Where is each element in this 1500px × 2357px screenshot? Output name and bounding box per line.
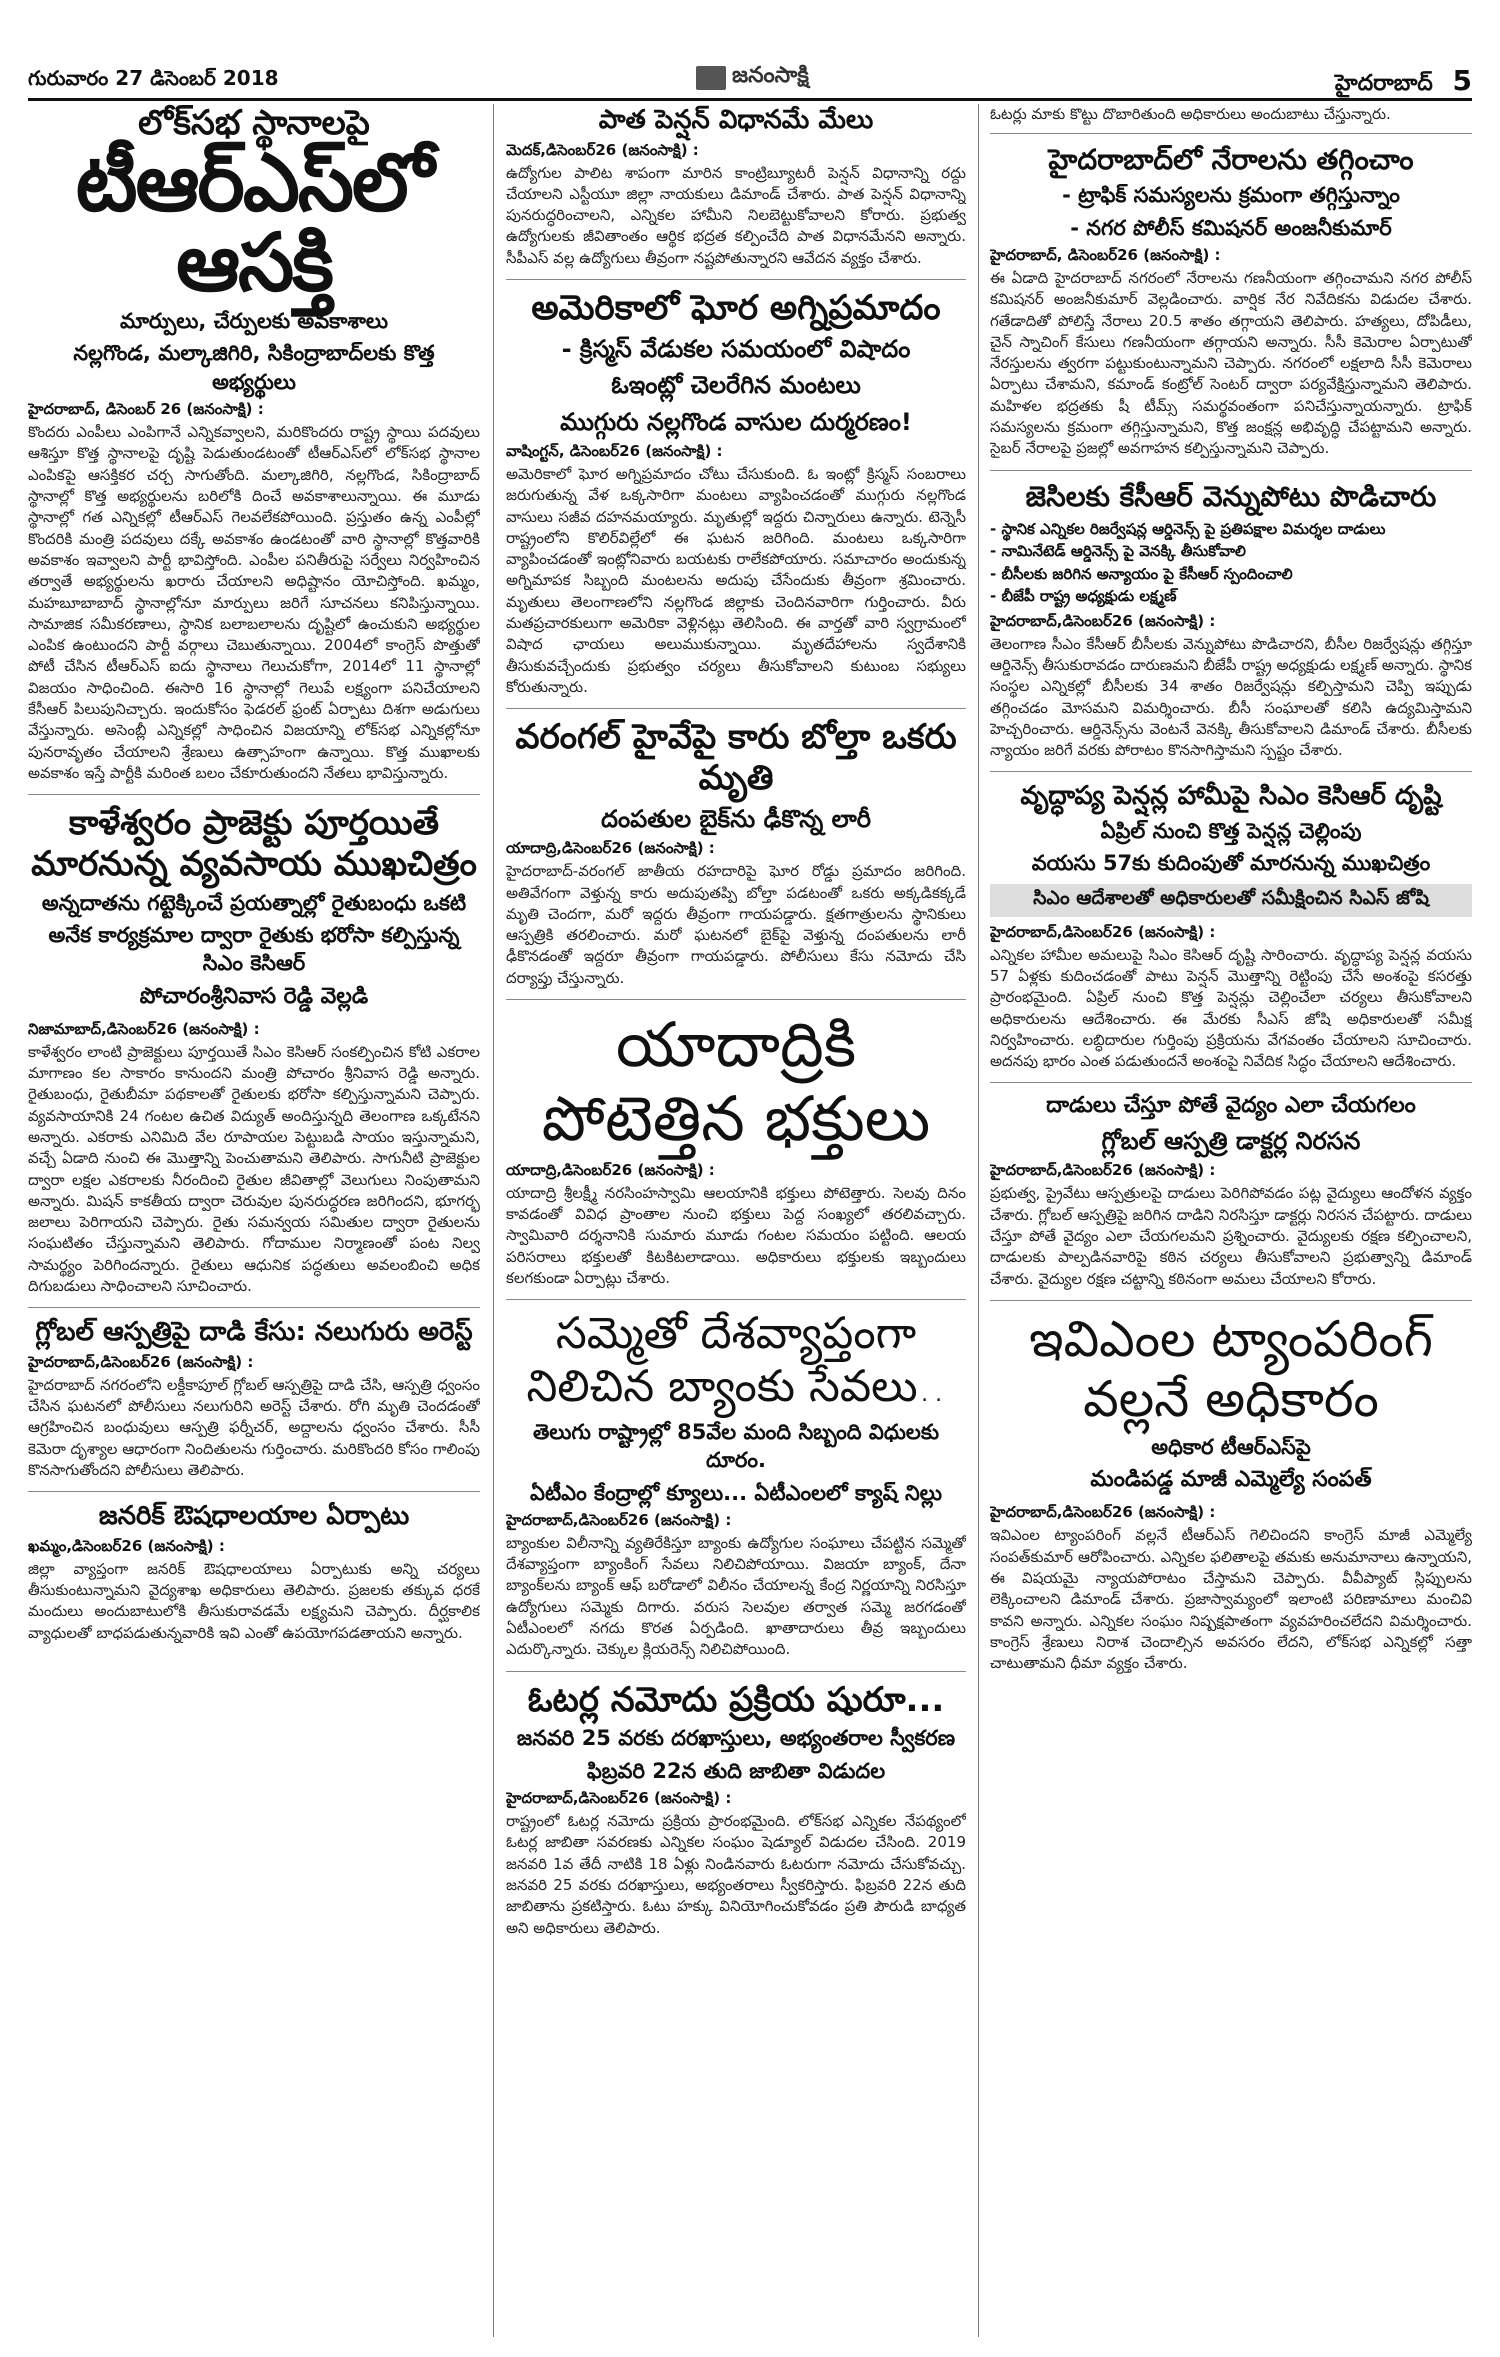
article-subheading: - క్రిస్మస్ వేడుకల సమయంలో విషాదం xyxy=(561,334,911,363)
article-subheading: ఏప్రిల్ నుంచి కొత్త పెన్షన్ల చెల్లింపు xyxy=(1100,818,1362,843)
article-kaleshwaram xyxy=(28,803,480,1297)
column-divider xyxy=(493,104,494,2337)
article-dateline: హైదరాబాద్,డిసెంబర్26 (జనంసాక్షి) : xyxy=(506,1510,732,1529)
article-divider xyxy=(990,1300,1472,1301)
highlight-item: - బీసీలకు జరిగిన అన్యాయం పై కేసీఆర్ స్పందించాలి xyxy=(990,564,1293,583)
article-dateline: హైదరాబాద్,డిసెంబర్26 (జనంసాక్షి) : xyxy=(990,1503,1216,1522)
article-boxed-subheading: సిఎం ఆదేశాలతో అధికారులతో సమీక్షించిన సిఎస్ జోషి xyxy=(990,884,1472,917)
article-headline: సమ్మెతో దేశవ్యాప్తంగా నిలిచిన బ్యాంకు సేవలు.. xyxy=(526,1308,946,1413)
highlight-item: - స్థానిక ఎన్నికల రిజర్వేషన్ల ఆర్డినెన్స్ పై ప్రతిపక్షాల విమర్శల దాడులు xyxy=(990,519,1386,538)
article-divider xyxy=(28,1491,480,1492)
article-subheading: అన్నదాతను గట్టెక్కించే ప్రయత్నాల్లో రైతుబంధు ఒకటి xyxy=(41,890,467,915)
article-body: ఇవిఎంల ట్యాంపరింగ్ వల్లనే టీఆర్‌ఎస్ గెలిచిందని కాంగ్రెస్ మాజీ ఎమ్మెల్యే సంపత్‌కుమార్ ఆరోపించారు. ఎన్నికల ఫలితాలపై తమకు అనుమానాలు ఉన్నాయని, ఈ విషయమై న్యాయపోరాటం చేస్తామని చెప్పారు. వీవీప్యాట్ స్లిప్పులను లెక్కించాలని డిమాండ్ చేశారు. ప్రజాస్వామ్యంలో ఇలాంటి పరిణామాలు మంచివి కావని అన్నారు. ఎన్నికల సంఘం నిష్పక్షపాతంగా వ్యవహరించలేదని విమర్శించారు. కాంగ్రెస్ శ్రేణులు నిరాశ చెందాల్సిన అవసరం లేదని, లోక్‌సభ ఎన్నికల్లో సత్తా చాటుతామని ధీమా వ్యక్తం చేశారు. xyxy=(990,1526,1472,1673)
article-old-age-pension xyxy=(990,780,1472,1072)
article-divider xyxy=(28,794,480,795)
article-old-pension xyxy=(506,104,966,269)
article-headline: కాళేశ్వరం ప్రాజెక్టు పూర్తయితే మారనున్న వ్యవసాయ ముఖచిత్రం xyxy=(31,803,477,884)
article-headline: జనరిక్ ఔషధాలయాల ఏర్పాటు xyxy=(98,1501,410,1532)
article-body: అమెరికాలో ఘోర అగ్నిప్రమాదం చోటు చేసుకుంది. ఓ ఇంట్లో క్రిస్మస్ సంబరాలు జరుగుతున్న వేళ ఒక్కసారిగా మంటలు వ్యాపించడంతో ముగ్గురు నల్లగొండ వాసులు సజీవ దహనమయ్యారు. మృతుల్లో ఇద్దరు చిన్నారులు ఉన్నారు. టెన్నెసీ రాష్ట్రంలోని కొలిర్‌విల్లేలో ఈ ఘటన జరిగింది. మంటలు ఒక్కసారిగా వ్యాపించడంతో ఇంట్లోనివారు బయటకు రాలేకపోయారు. సమాచారం అందుకున్న అగ్నిమాపక సిబ్బంది మంటలను అదుపు చేసేందుకు తీవ్రంగా శ్రమించారు. మృతులు తెలంగాణలోని నల్లగొండ జిల్లాకు చెందినవారిగా గుర్తించారు. వీరు మతప్రచారకులుగా అమెరికా వెళ్లినట్లు తెలిసింది. ఈ వార్తతో వారి స్వగ్రామంలో విషాద ఛాయలు అలుముకున్నాయి. మృతదేహాలను స్వదేశానికి తీసుకువచ్చేందుకు ప్రభుత్వం చర్యలు తీసుకోవాలని కుటుంబ సభ్యులు కోరుతున్నారు. xyxy=(506,464,966,696)
article-subheading: ముగ్గురు నల్లగొండ వాసుల దుర్మరణం! xyxy=(560,407,912,436)
article-headline: ఓటర్ల నమోదు ప్రక్రియ షురూ... xyxy=(527,1679,945,1720)
page-number: 5 xyxy=(1452,64,1472,97)
article-continuation: ఓటర్లు మాకు కొట్టు దొబారితుంది అధికారులు అందుబాటు చేస్తున్నారు. xyxy=(990,105,1391,123)
article-hyderabad-crime xyxy=(990,142,1472,459)
article-body: ఈ ఏడాది హైదరాబాద్ నగరంలో నేరాలను గణనీయంగా తగ్గించామని నగర పోలీస్ కమిషనర్ అంజనీకుమార్ వెల్లడించారు. వార్షిక నేర నివేదికను విడుదల చేశారు. గతేడాదితో పోలిస్తే నేరాలు 20.5 శాతం తగ్గాయని తెలిపారు. హత్యలు, దోపిడీలు, చైన్ స్నాచింగ్ కేసులు గణనీయంగా తగ్గాయని అన్నారు. సీసీ కెమెరాల ఏర్పాటుతో నేరస్తులను త్వరగా పట్టుకుంటున్నామని చెప్పారు. నగరంలో లక్షలాది సీసీ కెమెరాలు ఏర్పాటు చేశామని, కమాండ్ కంట్రోల్ సెంటర్ ద్వారా పర్యవేక్షిస్తున్నామని తెలిపారు. మహిళల భద్రతకు షీ టీమ్స్ సమర్థవంతంగా పనిచేస్తున్నాయన్నారు. ట్రాఫిక్ సమస్యలను క్రమంగా తగ్గిస్తున్నామని, కొత్త జంక్షన్ల అభివృద్ధి చేపట్టామని అన్నారు. సైబర్ నేరాలపై ప్రజల్లో అవగాహన కల్పిస్తున్నామని చెప్పారు. xyxy=(990,268,1472,458)
article-generic-pharmacies xyxy=(28,1500,480,1644)
article-subheading: మార్పులు, చేర్పులకు అవకాశాలు xyxy=(119,309,389,334)
column-right xyxy=(990,104,1472,2337)
article-body: కాళేశ్వరం లాంటి ప్రాజెక్టులు పూర్తయితే సిఎం కెసిఆర్ సంకల్పించిన కోటి ఎకరాల మాగాణం కల సాకారం కానుందని మంత్రి పోచారం శ్రీనివాస రెడ్డి అన్నారు. రైతుబంధు, రైతుబీమా పథకాలతో రైతులకు భరోసా కల్పిస్తున్నామని చెప్పారు. వ్యవసాయానికి 24 గంటల ఉచిత విద్యుత్ అందిస్తున్నది తెలంగాణ ఒక్కటేనని అన్నారు. ఎకరాకు ఎనిమిది వేల రూపాయల పెట్టుబడి సాయం ఇస్తున్నామని, వచ్చే ఏడాది నుంచి ఈ మొత్తాన్ని పెంచుతామని తెలిపారు. సాగునీటి ప్రాజెక్టుల ద్వారా లక్షల ఎకరాలకు నీరందించి రైతుల జీవితాల్లో వెలుగులు నింపుతామని అన్నారు. మిషన్ కాకతీయ ద్వారా చెరువుల పునరుద్ధరణ జరిగిందని, భూగర్భ జలాలు పెరిగాయని చెప్పారు. రైతు సమన్వయ సమితుల ద్వారా రైతులను సంఘటితం చేస్తున్నామని తెలిపారు. గోదాముల నిర్మాణంతో పంట నిల్వ సామర్థ్యం పెరిగిందన్నారు. రైతులు ఆధునిక పద్ధతులు అవలంబించి అధిక దిగుబడులు సాధించాలని సూచించారు. xyxy=(28,1042,480,1296)
article-headline: జెసిలకు కేసీఆర్ వెన్నుపోటు పొడిచారు xyxy=(1025,479,1437,513)
article-subheading: - నగర పోలీస్ కమిషనర్ అంజనీకుమార్ xyxy=(1070,215,1392,240)
article-body: రాష్ట్రంలో ఓటర్ల నమోదు ప్రక్రియ ప్రారంభమైంది. లోక్‌సభ ఎన్నికల నేపథ్యంలో ఓటర్ల జాబితా సవరణకు ఎన్నికల సంఘం షెడ్యూల్ విడుదల చేసింది. 2019 జనవరి 1వ తేదీ నాటికి 18 ఏళ్లు నిండినవారు ఓటరుగా నమోదు చేసుకోవచ్చు. జనవరి 25 వరకు దరఖాస్తులు, అభ్యంతరాలు స్వీకరిస్తారు. ఫిబ్రవరి 22న తుది జాబితాను ప్రకటిస్తారు. ఓటు హక్కు వినియోగించుకోవడం ప్రతి పౌరుడి బాధ్యత అని అధికారులు తెలిపారు. xyxy=(506,1812,966,1937)
logo-text: జనంసాక్షి xyxy=(732,63,809,88)
article-divider xyxy=(990,470,1472,471)
article-subheading: ఫిబ్రవరి 22న తుది జాబితా విడుదల xyxy=(586,1758,886,1783)
page-header xyxy=(28,60,1472,100)
article-highlights xyxy=(990,518,1472,608)
article-headline: వరంగల్ హైవేపై కారు బోల్తా ఒకరు మృతి xyxy=(515,717,957,799)
highlight-item: - బీజేపీ రాష్ట్ర అధ్యక్షుడు లక్ష్మణ్ xyxy=(990,587,1177,606)
article-headline: వృద్ధాప్య పెన్షన్ల హామీపై సిఎం కెసిఆర్ దృష్టి xyxy=(1020,781,1442,812)
logo-icon xyxy=(696,66,726,90)
article-subheading: అధికార టీఆర్‌ఎస్‌పై xyxy=(1151,1434,1311,1459)
column-middle xyxy=(506,104,966,2337)
article-doctors-protest xyxy=(990,1091,1472,1290)
article-dateline: హైదరాబాద్,డిసెంబర్26 (జనంసాక్షి) : xyxy=(990,611,1216,630)
article-subheading: గ్లోబల్ ఆస్పత్రి డాక్టర్ల నిరసన xyxy=(1101,1127,1361,1156)
article-global-hospital-arrest xyxy=(28,1316,480,1481)
article-divider xyxy=(506,708,966,709)
article-dateline: నిజామాబాద్,డిసెంబర్26 (జనంసాక్షి) : xyxy=(28,1019,260,1038)
column-divider xyxy=(978,104,979,2337)
article-body: హైదరాబాద్-వరంగల్ జాతీయ రహదారిపై ఘోర రోడ్డు ప్రమాదం జరిగింది. అతివేగంగా వెళ్తున్న కారు అదుపుతప్పి బోల్తా పడటంతో ఒకరు అక్కడికక్కడే మృతి చెందగా, మరో ఇద్దరు తీవ్రంగా గాయపడ్డారు. క్షతగాత్రులను స్థానికులు ఆస్పత్రికి తరలించారు. మరో ఘటనలో బైక్‌పై వెళ్తున్న దంపతులను లారీ ఢీకొనడంతో ఇద్దరూ తీవ్రంగా గాయపడ్డారు. పోలీసులు కేసు నమోదు చేసి దర్యాప్తు చేస్తున్నారు. xyxy=(506,862,966,987)
article-body: యాదాద్రి శ్రీలక్ష్మీ నరసింహస్వామి ఆలయానికి భక్తులు పోటెత్తారు. సెలవు దినం కావడంతో వివిధ ప్రాంతాల నుంచి భక్తులు పెద్ద సంఖ్యలో తరలివచ్చారు. స్వామివారి దర్శనానికి సుమారు మూడు గంటల సమయం పట్టింది. ఆలయ పరిసరాలు భక్తులతో కిటకిటలాడాయి. అధికారులు భక్తులకు ఇబ్బందులు కలగకుండా ఏర్పాట్లు చేశారు. xyxy=(506,1183,966,1287)
article-trs-loksabha xyxy=(28,104,480,784)
masthead-logo xyxy=(696,60,809,96)
article-body: బ్యాంకుల విలీనాన్ని వ్యతిరేకిస్తూ బ్యాంకు ఉద్యోగుల సంఘాలు చేపట్టిన సమ్మెతో దేశవ్యాప్తంగా బ్యాంకింగ్ సేవలు నిలిచిపోయాయి. విజయా బ్యాంక్, దేనా బ్యాంక్‌లను బ్యాంక్ ఆఫ్ బరోడాలో విలీనం చేయాలన్న కేంద్ర నిర్ణయాన్ని నిరసిస్తూ ఉద్యోగులు సమ్మెకు దిగారు. వరుస సెలవుల తర్వాత సమ్మె జరగడంతో ఏటీఎంలలో నగదు కొరత ఏర్పడింది. ఖాతాదారులు తీవ్ర ఇబ్బందులు ఎదుర్కొన్నారు. చెక్కుల క్లియరెన్స్ నిలిచిపోయింది. xyxy=(506,1533,966,1659)
article-byline: మండిపడ్డ మాజీ ఎమ్మెల్యే సంపత్ xyxy=(1090,1467,1372,1493)
article-dateline: హైదరాబాద్, డిసెంబర్ 26 (జనంసాక్షి) : xyxy=(28,400,264,419)
article-subheading: ఓఇంట్లో చెలరేగిన మంటలు xyxy=(611,371,861,400)
article-body: ఎన్నికల హామీల అమలుపై సిఎం కెసిఆర్ దృష్టి సారించారు. వృద్ధాప్య పెన్షన్ల వయసు 57 ఏళ్లకు కుదించడంతో పాటు పెన్షన్ మొత్తాన్ని రెట్టింపు చేసే అంశంపై కసరత్తు ప్రారంభమైంది. ఏప్రిల్ నుంచి కొత్త పెన్షన్లు చెల్లించేలా చర్యలు తీసుకోవాలని అధికారులను ఆదేశించారు. ఈ మేరకు సీఎస్ జోషి అధికారులతో సమీక్ష నిర్వహించారు. లబ్ధిదారుల గుర్తింపు ప్రక్రియను వేగవంతం చేయాలని సూచించారు. అదనపు భారం ఎంత పడుతుందనే అంశంపై నివేదిక సిద్ధం చేయాలని ఆదేశించారు. xyxy=(990,945,1472,1071)
article-body: ప్రభుత్వ, ప్రైవేటు ఆస్పత్రులపై దాడులు పెరిగిపోవడం పట్ల వైద్యులు ఆందోళన వ్యక్తం చేశారు. గ్లోబల్ ఆస్పత్రిపై జరిగిన దాడిని నిరసిస్తూ డాక్టర్లు నిరసన చేపట్టారు. దాడులు చేస్తూ పోతే వైద్యం ఎలా చేయగలమని ప్రశ్నించారు. వైద్యులకు రక్షణ కల్పించాలని, దాడులకు పాల్పడినవారిపై కఠిన చర్యలు తీసుకోవాలని ప్రభుత్వాన్ని డిమాండ్ చేశారు. వైద్యుల రక్షణ చట్టాన్ని కఠినంగా అమలు చేయాలని కోరారు. xyxy=(990,1184,1472,1288)
issue-date: గురువారం 27 డిసెంబర్ 2018 xyxy=(28,66,279,90)
article-body: కొందరు ఎంపీలు ఎంపిగానే ఎన్నికవ్వాలని, మరికొందరు రాష్ట్ర స్థాయి పదవులు ఆశిస్తూ కొత్త స్థానాలపై దృష్టి పెడుతుండటంతో టీఆర్‌ఎస్‌లో లోక్‌సభ స్థానాల ఎంపికపై ఆసక్తికర చర్చ సాగుతోంది. మల్కాజిగిరి, నల్లగొండ, సికింద్రాబాద్ స్థానాల్లో కొత్త అభ్యర్థులను బరిలోకి దించే అవకాశాలున్నాయి. ఈ మూడు స్థానాల్లో గత ఎన్నికల్లో టీఆర్‌ఎస్ గెలవలేకపోయింది. ప్రస్తుతం ఉన్న ఎంపీల్లో కొందరికి మంత్రి పదవులు దక్కే అవకాశం ఉండటంతో వారి స్థానాల్లో కొత్తవారికి అవకాశం ఇవ్వాలని పార్టీ భావిస్తోంది. ఎంపీల పనితీరుపై సర్వేలు నిర్వహించిన తర్వాతే అభ్యర్థులను ఖరారు చేయాలని అధిష్టానం యోచిస్తోంది. ఖమ్మం, మహబూబాబాద్ స్థానాల్లోనూ మార్పులు జరిగే సూచనలు కనిపిస్తున్నాయి. సామాజిక సమీకరణాలు, స్థానిక బలాబలాలను దృష్టిలో ఉంచుకుని అభ్యర్థుల ఎంపిక ఉంటుందని పార్టీ వర్గాలు చెబుతున్నాయి. 2004లో కాంగ్రెస్ పొత్తుతో పోటీ చేసిన టీఆర్‌ఎస్ ఐదు స్థానాలు గెలుచుకోగా, 2014లో 11 స్థానాల్లో విజయం సాధించింది. ఈసారి 16 స్థానాల్లో గెలుపే లక్ష్యంగా పనిచేయాలని కేసీఆర్ పిలుపునిచ్చారు. ఇందుకోసం ఫెడరల్ ఫ్రంట్ ఏర్పాటు దిశగా అడుగులు వేస్తున్నారు. అసెంబ్లీ ఎన్నికల్లో సాధించిన విజయాన్ని లోక్‌సభ ఎన్నికల్లోనూ పునరావృతం చేయాలని శ్రేణులు ఉత్సాహంగా ఉన్నాయి. కొత్త ముఖాలకు అవకాశం ఇస్తే పార్టీకి మరింత బలం చేకూరుతుందని నేతలు భావిస్తున్నారు. xyxy=(28,423,480,782)
article-headline: యాదాద్రికి పోటెత్తిన భక్తులు xyxy=(541,1007,931,1156)
article-body: ఉద్యోగుల పాలిట శాపంగా మారిన కాంట్రిబ్యూటరీ పెన్షన్ విధానాన్ని రద్దు చేయాలని ఎస్టీయూ జిల్లా నాయకులు డిమాండ్ చేశారు. పాత పెన్షన్ విధానాన్ని పునరుద్ధరించాలని, ఎన్నికల హామీని నిలబెట్టుకోవాలని కోరారు. ప్రభుత్వ ఉద్యోగులకు జీవితాంతం ఆర్థిక భద్రత కల్పించేది పాత విధానమేనని అన్నారు. సీపీఎస్ వల్ల ఉద్యోగులు తీవ్రంగా నష్టపోతున్నారని ఆవేదన వ్యక్తం చేశారు. xyxy=(506,163,966,267)
article-headline: అమెరికాలో ఘోర అగ్నిప్రమాదం xyxy=(531,287,941,328)
article-divider xyxy=(990,771,1472,772)
edition-city xyxy=(1335,64,1472,101)
article-dateline: హైదరాబాద్, డిసెంబర్26 (జనంసాక్షి) : xyxy=(990,245,1221,264)
article-yadadri-devotees xyxy=(506,1008,966,1289)
article-bc-reservation xyxy=(990,479,1472,762)
article-dateline: హైదరాబాద్,డిసెంబర్26 (జనంసాక్షి) : xyxy=(990,1161,1216,1180)
article-evm-tampering xyxy=(990,1309,1472,1674)
article-subheading: - ట్రాఫిక్ సమస్యలను క్రమంగా తగ్గిస్తున్నాం xyxy=(1062,183,1400,208)
article-dateline: యాదాద్రి,డిసెంబర్26 (జనంసాక్షి) : xyxy=(506,1160,715,1179)
article-voter-registration xyxy=(506,1680,966,1939)
city-name: హైదరాబాద్ xyxy=(1334,71,1433,96)
article-bank-strike xyxy=(506,1308,966,1660)
article-body: జిల్లా వ్యాప్తంగా జనరిక్ ఔషధాలయాలు ఏర్పాటుకు అన్ని చర్యలు తీసుకుంటున్నామని వైద్యశాఖ అధికారులు తెలిపారు. ప్రజలకు తక్కువ ధరకే మందులు అందుబాటులోకి తీసుకురావడమే లక్ష్యమని చెప్పారు. దీర్ఘకాలిక వ్యాధులతో బాధపడుతున్నవారికి ఇవి ఎంతో ఉపయోగపడతాయని అన్నారు. xyxy=(28,1559,480,1642)
article-headline: గ్లోబల్ ఆస్పత్రిపై దాడి కేసు: నలుగురు అరెస్ట్ xyxy=(35,1317,473,1348)
article-divider xyxy=(990,133,1472,134)
article-divider xyxy=(506,1299,966,1300)
article-body: తెలంగాణ సీఎం కేసీఆర్ బీసీలకు వెన్నుపోటు పొడిచారని, బీసీల రిజర్వేషన్లు తగ్గిస్తూ ఆర్డినెన్స్ తీసుకురావడం దారుణమని బీజేపీ రాష్ట్ర అధ్యక్షుడు లక్ష్మణ్ అన్నారు. స్థానిక సంస్థల ఎన్నికల్లో బీసీలకు 34 శాతం రిజర్వేషన్లు కల్పిస్తామని చెప్పి ఇప్పుడు తగ్గించడం మోసమని విమర్శించారు. బీసీ సంఘాలతో కలిసి ఉద్యమిస్తామని హెచ్చరించారు. ఆర్డినెన్స్‌ను వెంటనే వెనక్కి తీసుకోవాలని డిమాండ్ చేశారు. బీసీలకు న్యాయం జరిగే వరకు పోరాటం కొనసాగిస్తామని స్పష్టం చేశారు. xyxy=(990,634,1472,760)
article-headline: హైదరాబాద్‌లో నేరాలను తగ్గించాం xyxy=(1048,143,1414,177)
article-byline: పోచారం‌శ్రీనివాస రెడ్డి వెల్లడి xyxy=(139,983,369,1009)
article-subheading: వయసు 57కు కుదింపుతో మారనున్న ముఖచిత్రం xyxy=(1031,851,1431,876)
article-dateline: హైదరాబాద్,డిసెంబర్26 (జనంసాక్షి) : xyxy=(506,1789,732,1808)
article-dateline: ఖమ్మం,డిసెంబర్26 (జనంసాక్షి) : xyxy=(28,1536,225,1555)
article-kicker: లోక్‌సభ స్థానాలపై xyxy=(138,104,370,143)
article-divider xyxy=(990,1082,1472,1083)
article-warangal-accident xyxy=(506,717,966,989)
article-subheading: దంపతుల బైక్‌ను ఢీకొన్న లారీ xyxy=(601,804,871,833)
article-headline: ఇవిఎంల ట్యాంపరింగ్ వల్లనే అధికారం xyxy=(1029,1309,1433,1428)
article-headline: దాడులు చేస్తూ పోతే వైద్యం ఎలా చేయగలం xyxy=(1046,1093,1416,1119)
header-rule xyxy=(28,98,1472,101)
article-dateline: యాదాద్రి,డిసెంబర్26 (జనంసాక్షి) : xyxy=(506,839,715,858)
article-divider xyxy=(506,1671,966,1672)
article-subheading: అనేక కార్యక్రమాల ద్వారా రైతుకు భరోసా కల్పిస్తున్న సిఎం కెసిఆర్ xyxy=(48,923,460,976)
article-dateline: మెదక్,డిసెంబర్26 (జనంసాక్షి) : xyxy=(506,140,699,159)
article-subheading: నల్లగొండ, మల్కాజిగిరి, సికింద్రాబాద్‌లకు కొత్త అభ్యర్థులు xyxy=(73,341,435,394)
article-dateline: వాషింగ్టన్, డిసెంబర్26 (జనంసాక్షి) : xyxy=(506,441,723,460)
article-subheading: తెలుగు రాష్ట్రాల్లో 85వేల మంది సిబ్బంది విధులకు దూరం. xyxy=(532,1419,940,1473)
article-subheading: జనవరి 25 వరకు దరఖాస్తులు, అభ్యంతరాల స్వీకరణ xyxy=(516,1726,956,1751)
article-america-fire xyxy=(506,288,966,698)
article-dateline: హైదరాబాద్,డిసెంబర్26 (జనంసాక్షి) : xyxy=(28,1352,254,1371)
article-divider xyxy=(506,279,966,280)
article-headline: టీఆర్‌ఎస్‌లో ఆసక్తి xyxy=(75,136,433,310)
article-body: హైదరాబాద్ నగరంలోని లక్డీకాపూల్ గ్లోబల్ ఆస్పత్రిపై దాడి చేసి, ఆస్పత్రి ధ్వంసం చేసిన ఘటనలో పోలీసులు నలుగురిని అరెస్ట్ చేశారు. రోగి మృతి చెందడంతో ఆగ్రహించిన బంధువులు ఆస్పత్రి ఫర్నీచర్, అద్దాలను ధ్వంసం చేశారు. సీసీ కెమెరా దృశ్యాల ఆధారంగా నిందితులను గుర్తించారు. మరికొందరి కోసం గాలింపు కొనసాగుతోందని పోలీసులు తెలిపారు. xyxy=(28,1375,480,1480)
column-left xyxy=(28,104,480,2337)
highlight-item: - నామినేటెడ్ ఆర్డినెన్స్ పై వెనక్కి తీసుకోవాలి xyxy=(990,542,1246,561)
article-divider xyxy=(28,1307,480,1308)
article-subheading: ఏటీఎం కేంద్రాల్లో క్యూలు... ఏటీఎంలలో క్యాష్ నిల్లు xyxy=(530,1480,942,1505)
article-dateline: హైదరాబాద్,డిసెంబర్26 (జనంసాక్షి) : xyxy=(990,922,1216,941)
article-headline: పాత పెన్షన్ విధానమే మేలు xyxy=(598,105,874,135)
article-divider xyxy=(506,999,966,1000)
